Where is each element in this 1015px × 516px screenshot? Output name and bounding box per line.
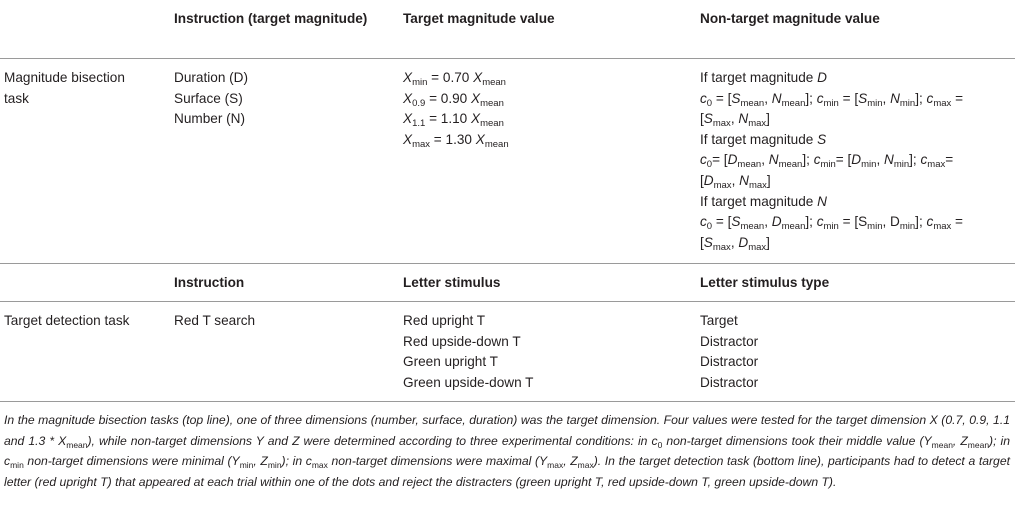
header-instruction: Instruction bbox=[174, 275, 245, 290]
header-letter-stimulus-type: Letter stimulus type bbox=[700, 275, 830, 290]
header-letter-stimulus: Letter stimulus bbox=[403, 275, 501, 290]
stimulus-type-item: Target bbox=[700, 313, 738, 328]
task-magnitude-bisection: Magnitude bisection task bbox=[4, 70, 125, 106]
formula-n-line2: [$S_{max}$, $D_{max}$] bbox=[700, 234, 770, 253]
instruction-red-t-search: Red T search bbox=[174, 313, 256, 328]
header-divider bbox=[0, 58, 1015, 59]
stimulus-item: Green upside-down T bbox=[403, 374, 534, 390]
if-target-d: If target magnitude D bbox=[700, 70, 827, 85]
non-target-value-list bbox=[700, 68, 1012, 253]
instruction-number: Number (N) bbox=[174, 111, 245, 127]
table-bottom-divider bbox=[0, 401, 1015, 402]
header-instruction-target-magnitude: Instruction (target magnitude) bbox=[174, 11, 368, 26]
stimulus-type-item: Distractor bbox=[700, 333, 759, 349]
formula-s-line2: [$D_{max}$, $N_{max}$] bbox=[700, 172, 771, 191]
instruction-duration: Duration (D) bbox=[174, 70, 249, 85]
table-footnote: In the magnitude bisection tasks (top line), one of three dimensions (number, surface, duration) was the target dimension. Four values were tested for the target dimension X (0.7, 0.9, 1.1 and $1.3 * X_{mean}$), while non-target dimensions Y and Z were determined according to three experimental conditions: in $c_0$ non-target dimensions took their middle value ($Y_{mean}$, $Z_{mean}$); in $c_{min}$ non-target dimensions were minimal ($Y_{min}$, $Z_{min}$); in $c_{max}$ non-target dimensions were maximal ($Y_{max}$, $Z_{max}$). In the target detection task (bottom line), participants had to detect a target letter (red upright T) that appeared at each trial within one of the dots and reject the distracters (green upright T, red upside-down T, green upside-down T). bbox=[4, 413, 1011, 489]
stimulus-item: Green upright T bbox=[403, 354, 498, 370]
letter-stimulus-list bbox=[403, 311, 693, 393]
target-value-xmax: $X_{max} = 1.30$ $X_{mean}$ bbox=[403, 131, 509, 150]
formula-d-line2: [$S_{max}$, $N_{max}$] bbox=[700, 111, 770, 130]
header-non-target-magnitude-value: Non-target magnitude value bbox=[700, 11, 880, 26]
stimulus-type-item: Distractor bbox=[700, 374, 759, 390]
stimulus-item: Red upside-down T bbox=[403, 333, 521, 349]
letter-stimulus-type-list bbox=[700, 311, 1012, 393]
instruction-surface: Surface (S) bbox=[174, 90, 243, 106]
if-target-n: If target magnitude N bbox=[700, 193, 827, 209]
if-target-s: If target magnitude S bbox=[700, 131, 827, 147]
formula-n-line1: $c_0 = [S_{mean}$, $D_{mean}$]; $c_{min} = [S_{min}$, $D_{min}$]; $c_{max}$ = bbox=[700, 214, 963, 233]
header-divider-2 bbox=[0, 301, 1015, 302]
target-value-x09: $X_{0.9} = 0.90$ $X_{mean}$ bbox=[403, 90, 504, 109]
section-divider bbox=[0, 263, 1015, 264]
task-target-detection: Target detection task bbox=[4, 313, 130, 328]
formula-s-line1: $c_0= [D_{mean}$, $N_{mean}$]; $c_{min}= [D_{min}$, $N_{min}$]; $c_{max}=$ bbox=[700, 152, 954, 171]
target-value-x11: $X_{1.1} = 1.10$ $X_{mean}$ bbox=[403, 111, 504, 130]
target-value-xmin: $X_{min} = 0.70$ $X_{mean}$ bbox=[403, 70, 506, 88]
formula-d-line1: $c_0 = [S_{mean}$, $N_{mean}$]; $c_{min} = [S_{min}$, $N_{min}$]; $c_{max}$ = bbox=[700, 90, 964, 109]
stimulus-type-item: Distractor bbox=[700, 354, 759, 370]
target-value-list bbox=[403, 68, 693, 150]
header-target-magnitude-value: Target magnitude value bbox=[403, 11, 555, 26]
instruction-list bbox=[174, 68, 394, 130]
stimulus-item: Red upright T bbox=[403, 313, 486, 328]
